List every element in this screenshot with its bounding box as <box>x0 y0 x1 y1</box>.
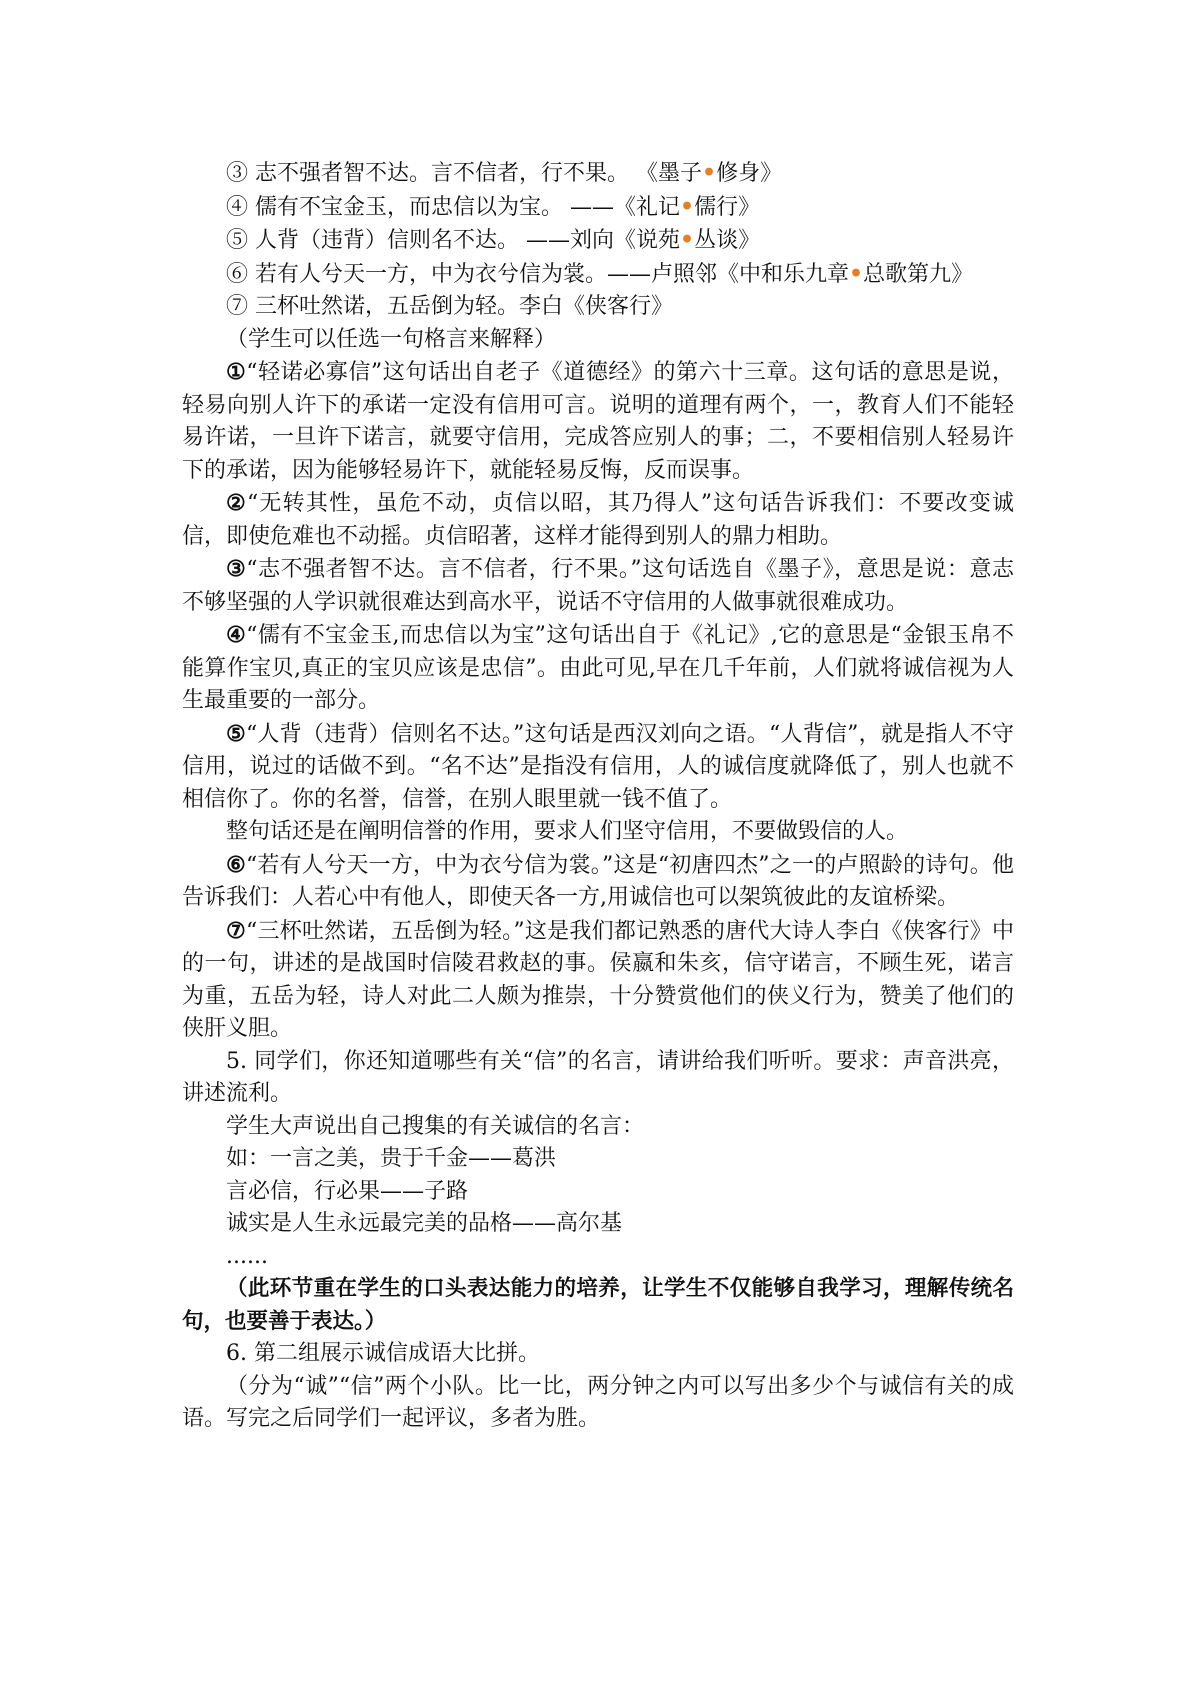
note-line: （学生可以任选一句格言来解释） <box>226 326 557 352</box>
separator-dot: • <box>849 260 864 287</box>
task-6-paragraph: 6. 第二组展示诚信成语大比拼。 <box>226 1341 540 1366</box>
explanation-paragraph: ④“儒有不宝金玉,而忠信以为宝”这句话出自于《礼记》,它的意思是“金银玉帛不能算作宝贝,真正的宝贝应该是忠信”。由此可见,早在几千年前，人们就将诚信视为人生最重要的一部分。 <box>182 622 1014 713</box>
separator-dot: • <box>680 193 695 220</box>
quote-line: ⑥ 若有人兮天一方，中为衣兮信为裳。——卢照邻《中和乐九章•总歌第九》 <box>226 260 974 287</box>
student-intro-line: 学生大声说出自己搜集的有关诚信的名言： <box>226 1113 645 1139</box>
explanation-paragraph: ⑥“若有人兮天一方，中为衣兮信为裳。”这是“初唐四杰”之一的卢照龄的诗句。他告诉我们：人若心中有他人，即使天各一方,用诚信也可以架筑彼此的友谊桥梁。 <box>182 851 1014 910</box>
document-page <box>182 157 1014 1436</box>
saying-line: 言必信，行必果——子路 <box>226 1178 469 1204</box>
explanation-paragraph: ①“轻诺必寡信”这句话出自老子《道德经》的第六十三章。这句话的意思是说，轻易向别人许下的承诺一定没有信用可言。说明的道理有两个，一，教育人们不能轻易许诺，一旦许下诺言，就要守信用，完成答应别人的事；二，不要相信别人轻易许下的承诺，因为能够轻易许下，就能轻易反悔，反而误事。 <box>182 359 1014 483</box>
separator-dot: • <box>702 160 717 186</box>
quote-line: ⑤ 人背（违背）信则名不达。 ——刘向《说苑•丛谈》 <box>226 227 761 253</box>
explanation-paragraph: ②“无转其性，虽危不动，贞信以昭，其乃得人”这句话告诉我们：不要改变诚信，即使危难也不动摇。贞信昭著，这样才能得到别人的鼎力相助。 <box>182 490 1014 549</box>
saying-line: 诚实是人生永远最完美的品格——高尔基 <box>226 1211 623 1236</box>
separator-dot: • <box>680 227 695 253</box>
quote-line: ③ 志不强者智不达。言不信者，行不果。 《墨子•修身》 <box>226 160 783 186</box>
summary-paragraph: 整句话还是在阐明信誉的作用，要求人们坚守信用，不要做毁信的人。 <box>226 819 909 844</box>
explanation-paragraph: ⑤“人背（违背）信则名不达。”这句话是西汉刘向之语。“人背信”，就是指人不守信用，说过的话做不到。“名不达”是指没有信用，人的诚信度就降低了，别人也就不相信你了。你的名誉，信誉，在别人眼里就一钱不值了。 <box>182 720 1014 812</box>
quote-line: ④ 儒有不宝金玉，而忠信以为宝。 ——《礼记•儒行》 <box>226 193 761 220</box>
saying-line: 如：一言之美，贵于千金——葛洪 <box>226 1146 557 1171</box>
teaching-note-bold: （此环节重在学生的口头表达能力的培养，让学生不仅能够自我学习，理解传统名句，也要善于表达。） <box>182 1276 1014 1334</box>
ellipsis-line: ...... <box>226 1243 268 1269</box>
quote-line: ⑦ 三杯吐然诺，五岳倒为轻。李白《侠客行》 <box>226 294 673 319</box>
explanation-paragraph: ③“志不强者智不达。言不信者，行不果。”这句话选自《墨子》，意思是说：意志不够坚强的人学识就很难达到高水平，说话不守信用的人做事就很难成功。 <box>182 556 1014 615</box>
explanation-paragraph: ⑦“三杯吐然诺，五岳倒为轻。”这是我们都记熟悉的唐代大诗人李白《侠客行》中的一句，讲述的是战国时信陵君救赵的事。侯嬴和朱亥，信守诺言，不顾生死，诺言为重，五岳为轻，诗人对此二人颇为推崇，十分赞赏他们的侠义行为，赞美了他们的侠肝义胆。 <box>182 917 1014 1041</box>
task-5-paragraph: 5. 同学们，你还知道哪些有关“信”的名言，请讲给我们听听。要求：声音洪亮，讲述流利。 <box>182 1048 1014 1106</box>
task-6-description: （分为“诚”“信”两个小队。比一比，两分钟之内可以写出多少个与诚信有关的成语。写完之后同学们一起评议，多者为胜。 <box>182 1373 1014 1431</box>
